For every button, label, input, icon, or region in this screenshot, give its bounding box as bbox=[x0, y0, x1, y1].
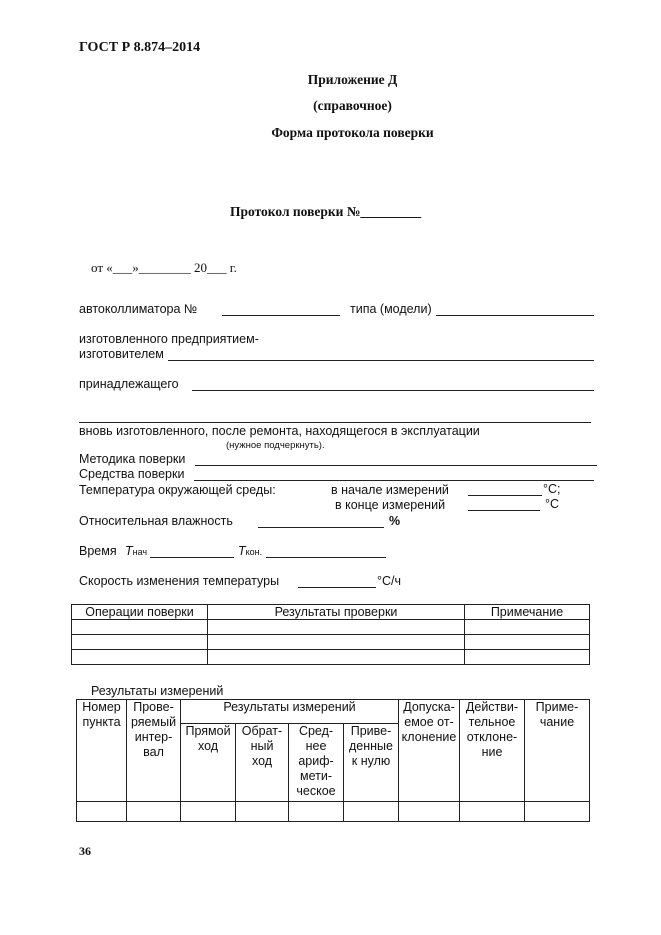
annex-note: (справочное) bbox=[313, 98, 392, 113]
temperature-label: Температура окружающей среды: bbox=[79, 483, 276, 497]
temp-start-line[interactable] bbox=[468, 495, 542, 496]
time-label: Время bbox=[79, 544, 117, 558]
method-label: Методика поверки bbox=[79, 452, 186, 466]
temp-start-label: в начале измерений bbox=[331, 483, 449, 497]
table-row[interactable] bbox=[77, 802, 590, 822]
col-remarks: Примечание bbox=[465, 605, 590, 620]
rate-line[interactable] bbox=[298, 587, 376, 588]
owner-line-2[interactable] bbox=[79, 422, 591, 423]
col-operations: Операции поверки bbox=[72, 605, 208, 620]
time-end-line[interactable] bbox=[266, 557, 386, 558]
col-measurement-results: Результаты измерений bbox=[181, 700, 399, 724]
temp-start-unit: °С; bbox=[543, 482, 561, 496]
temp-end-unit: °С bbox=[545, 497, 560, 511]
operations-header-row bbox=[72, 605, 590, 620]
standard-code: ГОСТ Р 8.874–2014 bbox=[79, 40, 201, 55]
manufacturer-label-1: изготовленного предприятием- bbox=[79, 332, 259, 346]
means-label: Средства поверки bbox=[79, 467, 185, 481]
autocollimator-number-line[interactable] bbox=[222, 315, 340, 316]
humidity-label: Относительная влажность bbox=[79, 514, 233, 528]
manufacturer-label-2: изготовителем bbox=[79, 347, 164, 361]
method-line[interactable] bbox=[195, 465, 597, 466]
table-row[interactable] bbox=[72, 650, 590, 665]
col-check-results: Результаты проверки bbox=[208, 605, 465, 620]
annex-subtitle: Форма протокола поверки bbox=[271, 125, 434, 140]
protocol-title: Протокол поверки №_________ bbox=[230, 204, 422, 219]
status-line: вновь изготовленного, после ремонта, находящегося в эксплуатации bbox=[79, 424, 480, 438]
annex-title: Приложение Д bbox=[307, 72, 398, 87]
rate-unit: °С/ч bbox=[377, 574, 402, 588]
results-caption: Результаты измерений bbox=[91, 684, 224, 698]
humidity-line[interactable] bbox=[258, 527, 384, 528]
col-zero: Приве- денные к нулю bbox=[344, 724, 399, 802]
time-start-symbol: Tнач bbox=[125, 544, 148, 558]
operations-table bbox=[71, 604, 590, 665]
manufacturer-line[interactable] bbox=[168, 360, 594, 361]
type-label: типа (модели) bbox=[350, 302, 432, 316]
status-hint: (нужное подчеркнуть). bbox=[226, 440, 325, 451]
col-note: Приме- чание bbox=[525, 700, 590, 802]
time-end-symbol: Tкон. bbox=[238, 544, 263, 558]
results-table bbox=[76, 699, 590, 822]
col-point-number: Номер пункта bbox=[77, 700, 127, 802]
col-actual-deviation: Действи- тельное отклоне- ние bbox=[460, 700, 525, 802]
page-number: 36 bbox=[79, 844, 91, 858]
autocollimator-label: автоколлиматора № bbox=[79, 302, 198, 316]
means-line[interactable] bbox=[194, 480, 594, 481]
col-mean: Сред- нее ариф- мети- ческое bbox=[289, 724, 344, 802]
rate-label: Скорость изменения температуры bbox=[79, 574, 280, 588]
temp-end-line[interactable] bbox=[468, 510, 540, 511]
col-interval: Прове- ряемый интер- вал bbox=[127, 700, 181, 802]
col-direct: Прямой ход bbox=[181, 724, 236, 802]
table-row[interactable] bbox=[72, 620, 590, 635]
protocol-date: от «___»________ 20___ г. bbox=[91, 260, 237, 275]
type-line[interactable] bbox=[436, 315, 594, 316]
owner-label: принадлежащего bbox=[79, 377, 179, 391]
time-start-line[interactable] bbox=[150, 557, 234, 558]
humidity-unit: % bbox=[389, 514, 401, 528]
owner-line[interactable] bbox=[192, 390, 594, 391]
col-allowed-deviation: Допуска- емое от- клонение bbox=[399, 700, 460, 802]
temp-end-label: в конце измерений bbox=[335, 498, 446, 512]
table-row[interactable] bbox=[72, 635, 590, 650]
col-reverse: Обрат- ный ход bbox=[236, 724, 289, 802]
